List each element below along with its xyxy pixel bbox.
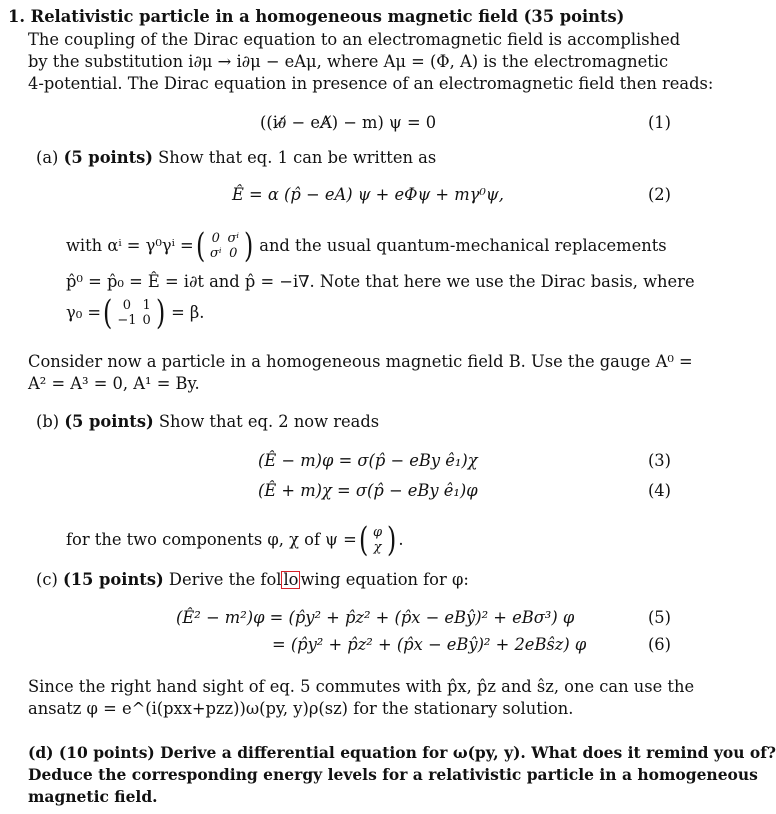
since-line-1: Since the right hand sight of eq. 5 commutes with p̂x, p̂z and ŝz, one can use the	[28, 677, 695, 696]
part-c-points: (15 points)	[63, 570, 164, 589]
part-a-label: (a)	[36, 148, 59, 167]
right-paren: )	[243, 226, 254, 266]
alpha-prefix: with αⁱ = γ⁰γⁱ =	[66, 236, 194, 255]
alpha-suffix: and the usual quantum-mechanical replacements	[259, 236, 667, 255]
part-a-heading	[36, 148, 436, 168]
components-end: .	[398, 530, 404, 549]
components-text: for the two components φ, χ of ψ =	[66, 530, 357, 549]
consider-line-2: A² = A³ = 0, A¹ = By.	[28, 374, 200, 393]
matrix-cell: 1	[142, 298, 151, 313]
left-paren: (	[195, 226, 205, 266]
part-a-points: (5 points)	[63, 148, 153, 167]
part-c-label: (c)	[36, 570, 58, 589]
gamma-matrix	[114, 298, 153, 328]
matrix-cell: 0	[211, 231, 220, 246]
part-b-label: (b)	[36, 412, 60, 431]
equation-2: Ê = α (p̂ − eA) ψ + eΦψ + mγ⁰ψ,	[232, 185, 504, 204]
part-b-heading	[36, 412, 379, 432]
equation-5-number: (5)	[647, 608, 671, 627]
problem-number: 1.	[8, 7, 25, 26]
consider-line-1: Consider now a particle in a homogeneous magnetic field B. Use the gauge A⁰ =	[28, 352, 693, 371]
equation-1-number: (1)	[647, 113, 671, 132]
matrix-cell: 0	[122, 298, 132, 313]
part-c-text-before: Derive the fol	[168, 570, 282, 589]
matrix-cell: 0	[229, 246, 238, 261]
equation-3-number: (3)	[647, 451, 671, 470]
alpha-definition-line	[66, 226, 667, 266]
part-b-points: (5 points)	[64, 412, 154, 431]
gamma-prefix: γ₀ =	[66, 303, 102, 322]
alpha-matrix	[207, 231, 242, 261]
right-paren: )	[155, 293, 166, 333]
problem-heading	[8, 7, 624, 27]
equation-4: (Ê + m)χ = σ(p̂ − eBy ê₁)φ	[258, 481, 478, 500]
equation-6: = (p̂y² + p̂z² + (p̂x − eBŷ)² + 2eBŝz) φ	[272, 635, 587, 654]
since-line-2: ansatz φ = e^(i(pxx+pzz))ω(py, y)ρ(sz) for the stationary solution.	[28, 699, 574, 718]
intro-line-2: by the substitution i∂μ → i∂μ − eAμ, where Aμ = (Φ, A) is the electromagnetic	[28, 52, 669, 71]
left-paren: (	[358, 520, 369, 560]
gamma-definition-line	[66, 293, 204, 333]
part-c-heading	[36, 570, 469, 590]
right-paren: )	[387, 520, 397, 560]
matrix-cell: σⁱ	[227, 231, 239, 246]
equation-1: ((i∂̸ − eA̸) − m) ψ = 0	[260, 113, 437, 132]
vector-cell: φ	[373, 525, 383, 540]
gamma-suffix: = β.	[171, 303, 205, 322]
part-d-line-1: (d) (10 points) Derive a differential equation for ω(py, y). What does it remind you of?	[28, 743, 776, 762]
intro-line-3: 4-potential. The Dirac equation in presence of an electromagnetic field then reads:	[28, 74, 714, 93]
part-a-line-3: p̂⁰ = p̂₀ = Ê = i∂t and p̂ = −i∇. Note that here we use the Dirac basis, where	[66, 272, 695, 291]
part-b-text: Show that eq. 2 now reads	[158, 412, 380, 431]
part-d-line-2: Deduce the corresponding energy levels for a relativistic particle in a homogeneous	[28, 765, 758, 784]
vector-cell: χ	[373, 540, 382, 555]
equation-2-number: (2)	[647, 185, 671, 204]
cursor-highlight-box: lo	[283, 570, 299, 589]
intro-line-1: The coupling of the Dirac equation to an electromagnetic field is accomplished	[28, 30, 681, 49]
matrix-cell: −1	[117, 313, 137, 328]
equation-5: (Ê² − m²)φ = (p̂y² + p̂z² + (p̂x − eBŷ)² + eBσ³) φ	[176, 608, 575, 627]
problem-title: Relativistic particle in a homogeneous magnetic field (35 points)	[30, 7, 625, 26]
matrix-cell: 0	[142, 313, 151, 328]
part-a-text: Show that eq. 1 can be written as	[158, 148, 437, 167]
part-c-text-after: wing equation for φ:	[300, 570, 469, 589]
part-d-line-3: magnetic field.	[28, 787, 158, 806]
left-paren: (	[103, 293, 113, 333]
equation-3: (Ê − m)φ = σ(p̂ − eBy ê₁)χ	[258, 451, 478, 470]
equation-4-number: (4)	[647, 481, 671, 500]
equation-6-number: (6)	[647, 635, 671, 654]
components-line	[66, 520, 404, 560]
psi-vector	[370, 525, 385, 555]
matrix-cell: σⁱ	[209, 246, 222, 261]
